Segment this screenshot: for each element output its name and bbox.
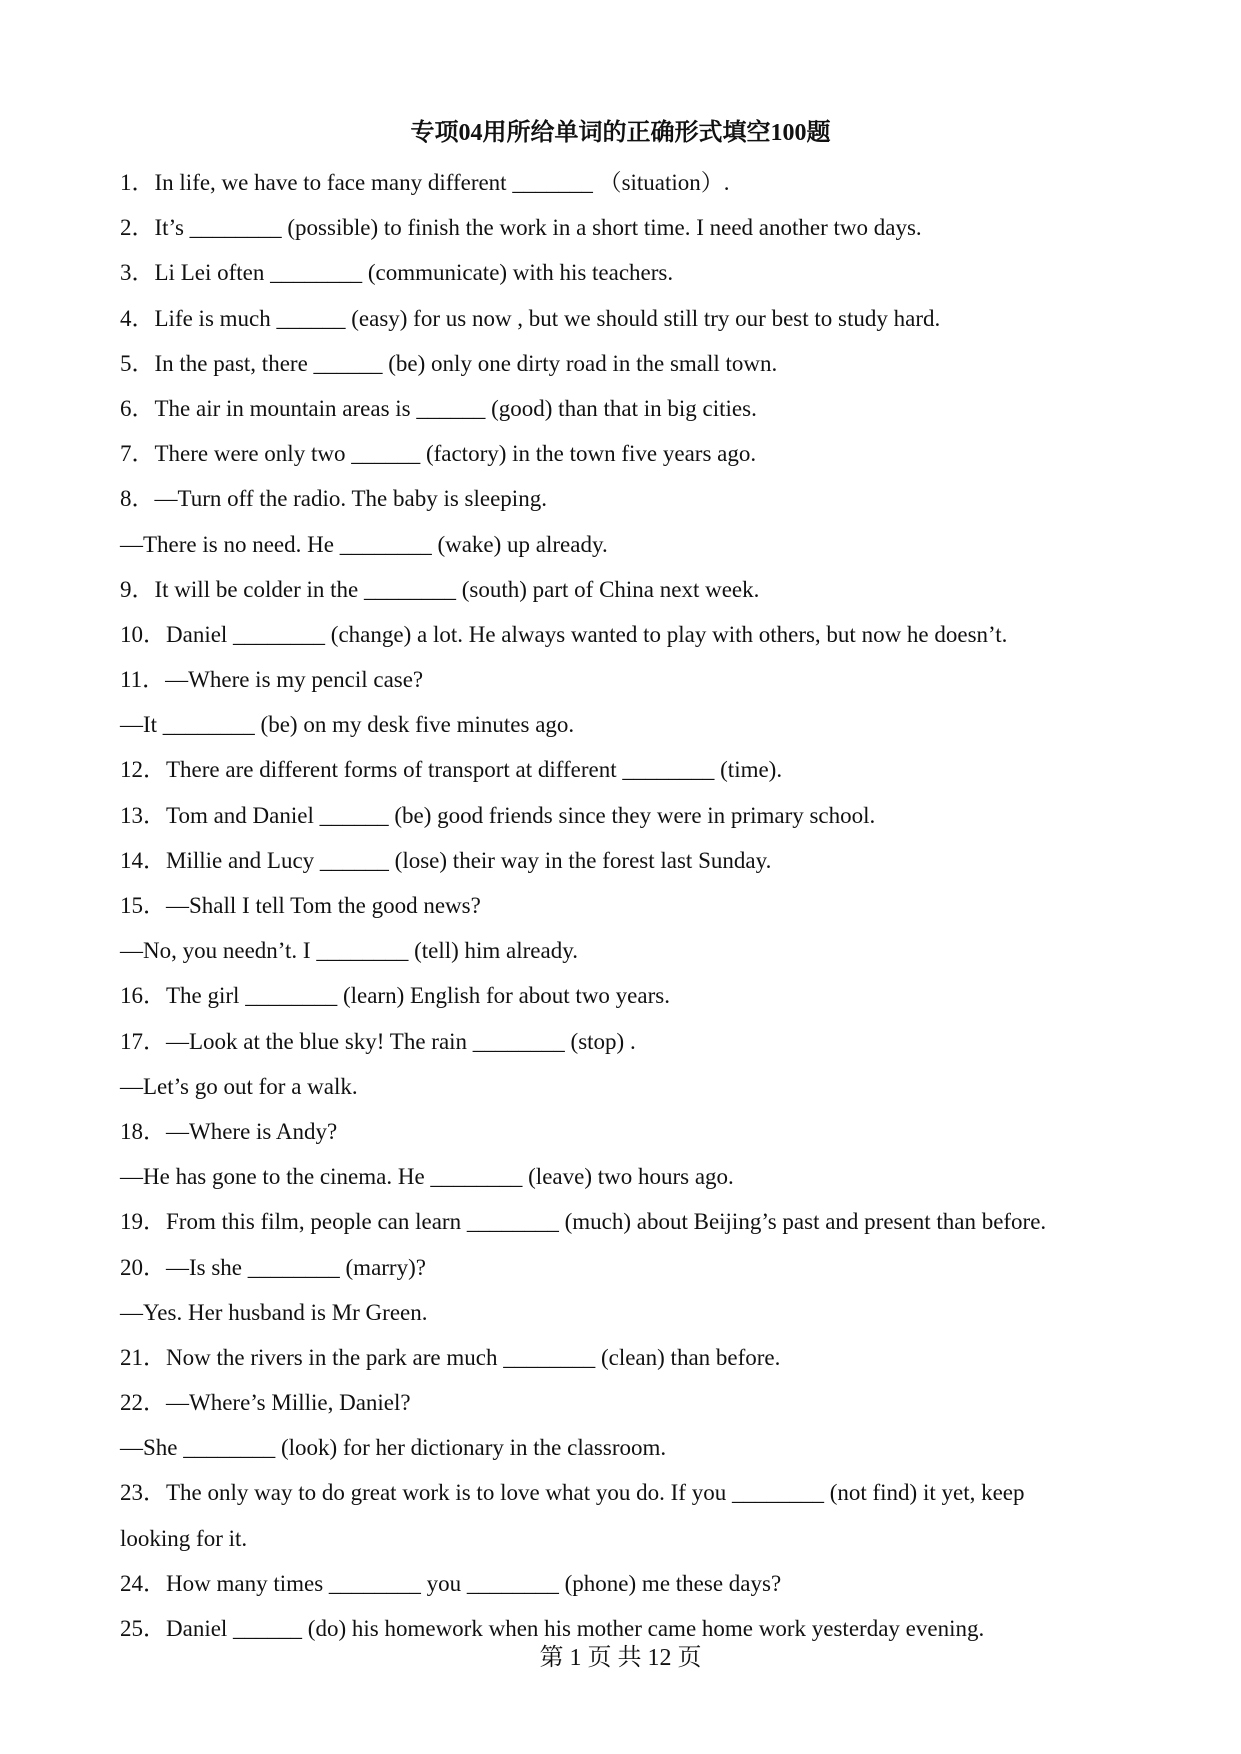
exercise-line: 13．Tom and Daniel ______ (be) good friends since they were in primary school.: [120, 802, 876, 828]
exercise-line: 12．There are different forms of transport at different ________ (time).: [120, 757, 783, 783]
exercise-line: 23．The only way to do great work is to love what you do. If you ________ (not find) it yet, keep: [120, 1480, 1025, 1506]
exercise-line: 3．Li Lei often ________ (communicate) with his teachers.: [120, 260, 674, 286]
exercise-line: looking for it.: [120, 1525, 248, 1551]
exercise-line: 7．There were only two ______ (factory) in the town five years ago.: [120, 441, 757, 467]
page-title: 专项04用所给单词的正确形式填空100题: [410, 120, 831, 146]
exercise-line: 1．In life, we have to face many different _______ （situation）.: [120, 170, 730, 195]
exercise-line: 2．It’s ________ (possible) to finish the work in a short time. I need another two days.: [120, 215, 922, 241]
exercise-line: 14．Millie and Lucy ______ (lose) their way in the forest last Sunday.: [120, 847, 772, 873]
exercise-line: —It ________ (be) on my desk five minutes ago.: [120, 712, 575, 738]
exercise-line: —She ________ (look) for her dictionary in the classroom.: [120, 1435, 667, 1461]
exercise-line: —Yes. Her husband is Mr Green.: [120, 1299, 428, 1325]
exercise-line: 16．The girl ________ (learn) English for about two years.: [120, 983, 670, 1009]
exercise-line: —Let’s go out for a walk.: [120, 1073, 358, 1099]
exercise-line: 24．How many times ________ you ________ (phone) me these days?: [120, 1570, 782, 1596]
exercise-line: 18．—Where is Andy?: [120, 1118, 338, 1144]
exercise-line: 5．In the past, there ______ (be) only one dirty road in the small town.: [120, 350, 778, 376]
exercise-line: 9．It will be colder in the ________ (south) part of China next week.: [120, 576, 760, 602]
exercise-line: 15．—Shall I tell Tom the good news?: [120, 893, 481, 918]
exercise-line: 19．From this film, people can learn ________ (much) about Beijing’s past and present than before.: [120, 1209, 1047, 1235]
exercise-line: 21．Now the rivers in the park are much ________ (clean) than before.: [120, 1344, 781, 1370]
exercise-line: 25．Daniel ______ (do) his homework when his mother came home work yesterday evening.: [120, 1616, 985, 1641]
exercise-list: [120, 160, 1150, 1651]
exercise-line: —He has gone to the cinema. He ________ (leave) two hours ago.: [120, 1164, 734, 1190]
exercise-line: —No, you needn’t. I ________ (tell) him already.: [120, 938, 578, 964]
exercise-line: 4．Life is much ______ (easy) for us now , but we should still try our best to study hard.: [120, 305, 941, 331]
exercise-line: —There is no need. He ________ (wake) up already.: [120, 531, 608, 557]
exercise-line: 11．—Where is my pencil case?: [120, 667, 424, 693]
exercise-line: 20．—Is she ________ (marry)?: [120, 1254, 426, 1280]
exercise-line: 17．—Look at the blue sky! The rain ________ (stop) .: [120, 1028, 636, 1054]
exercise-line: 8．—Turn off the radio. The baby is sleeping.: [120, 486, 547, 512]
exercise-line: 10．Daniel ________ (change) a lot. He always wanted to play with others, but now he doesn’t.: [120, 621, 1008, 647]
exercise-line: 22．—Where’s Millie, Daniel?: [120, 1390, 411, 1416]
exercise-line: 6．The air in mountain areas is ______ (good) than that in big cities.: [120, 395, 757, 421]
page-footer: 第 1 页 共 12 页: [539, 1645, 702, 1671]
